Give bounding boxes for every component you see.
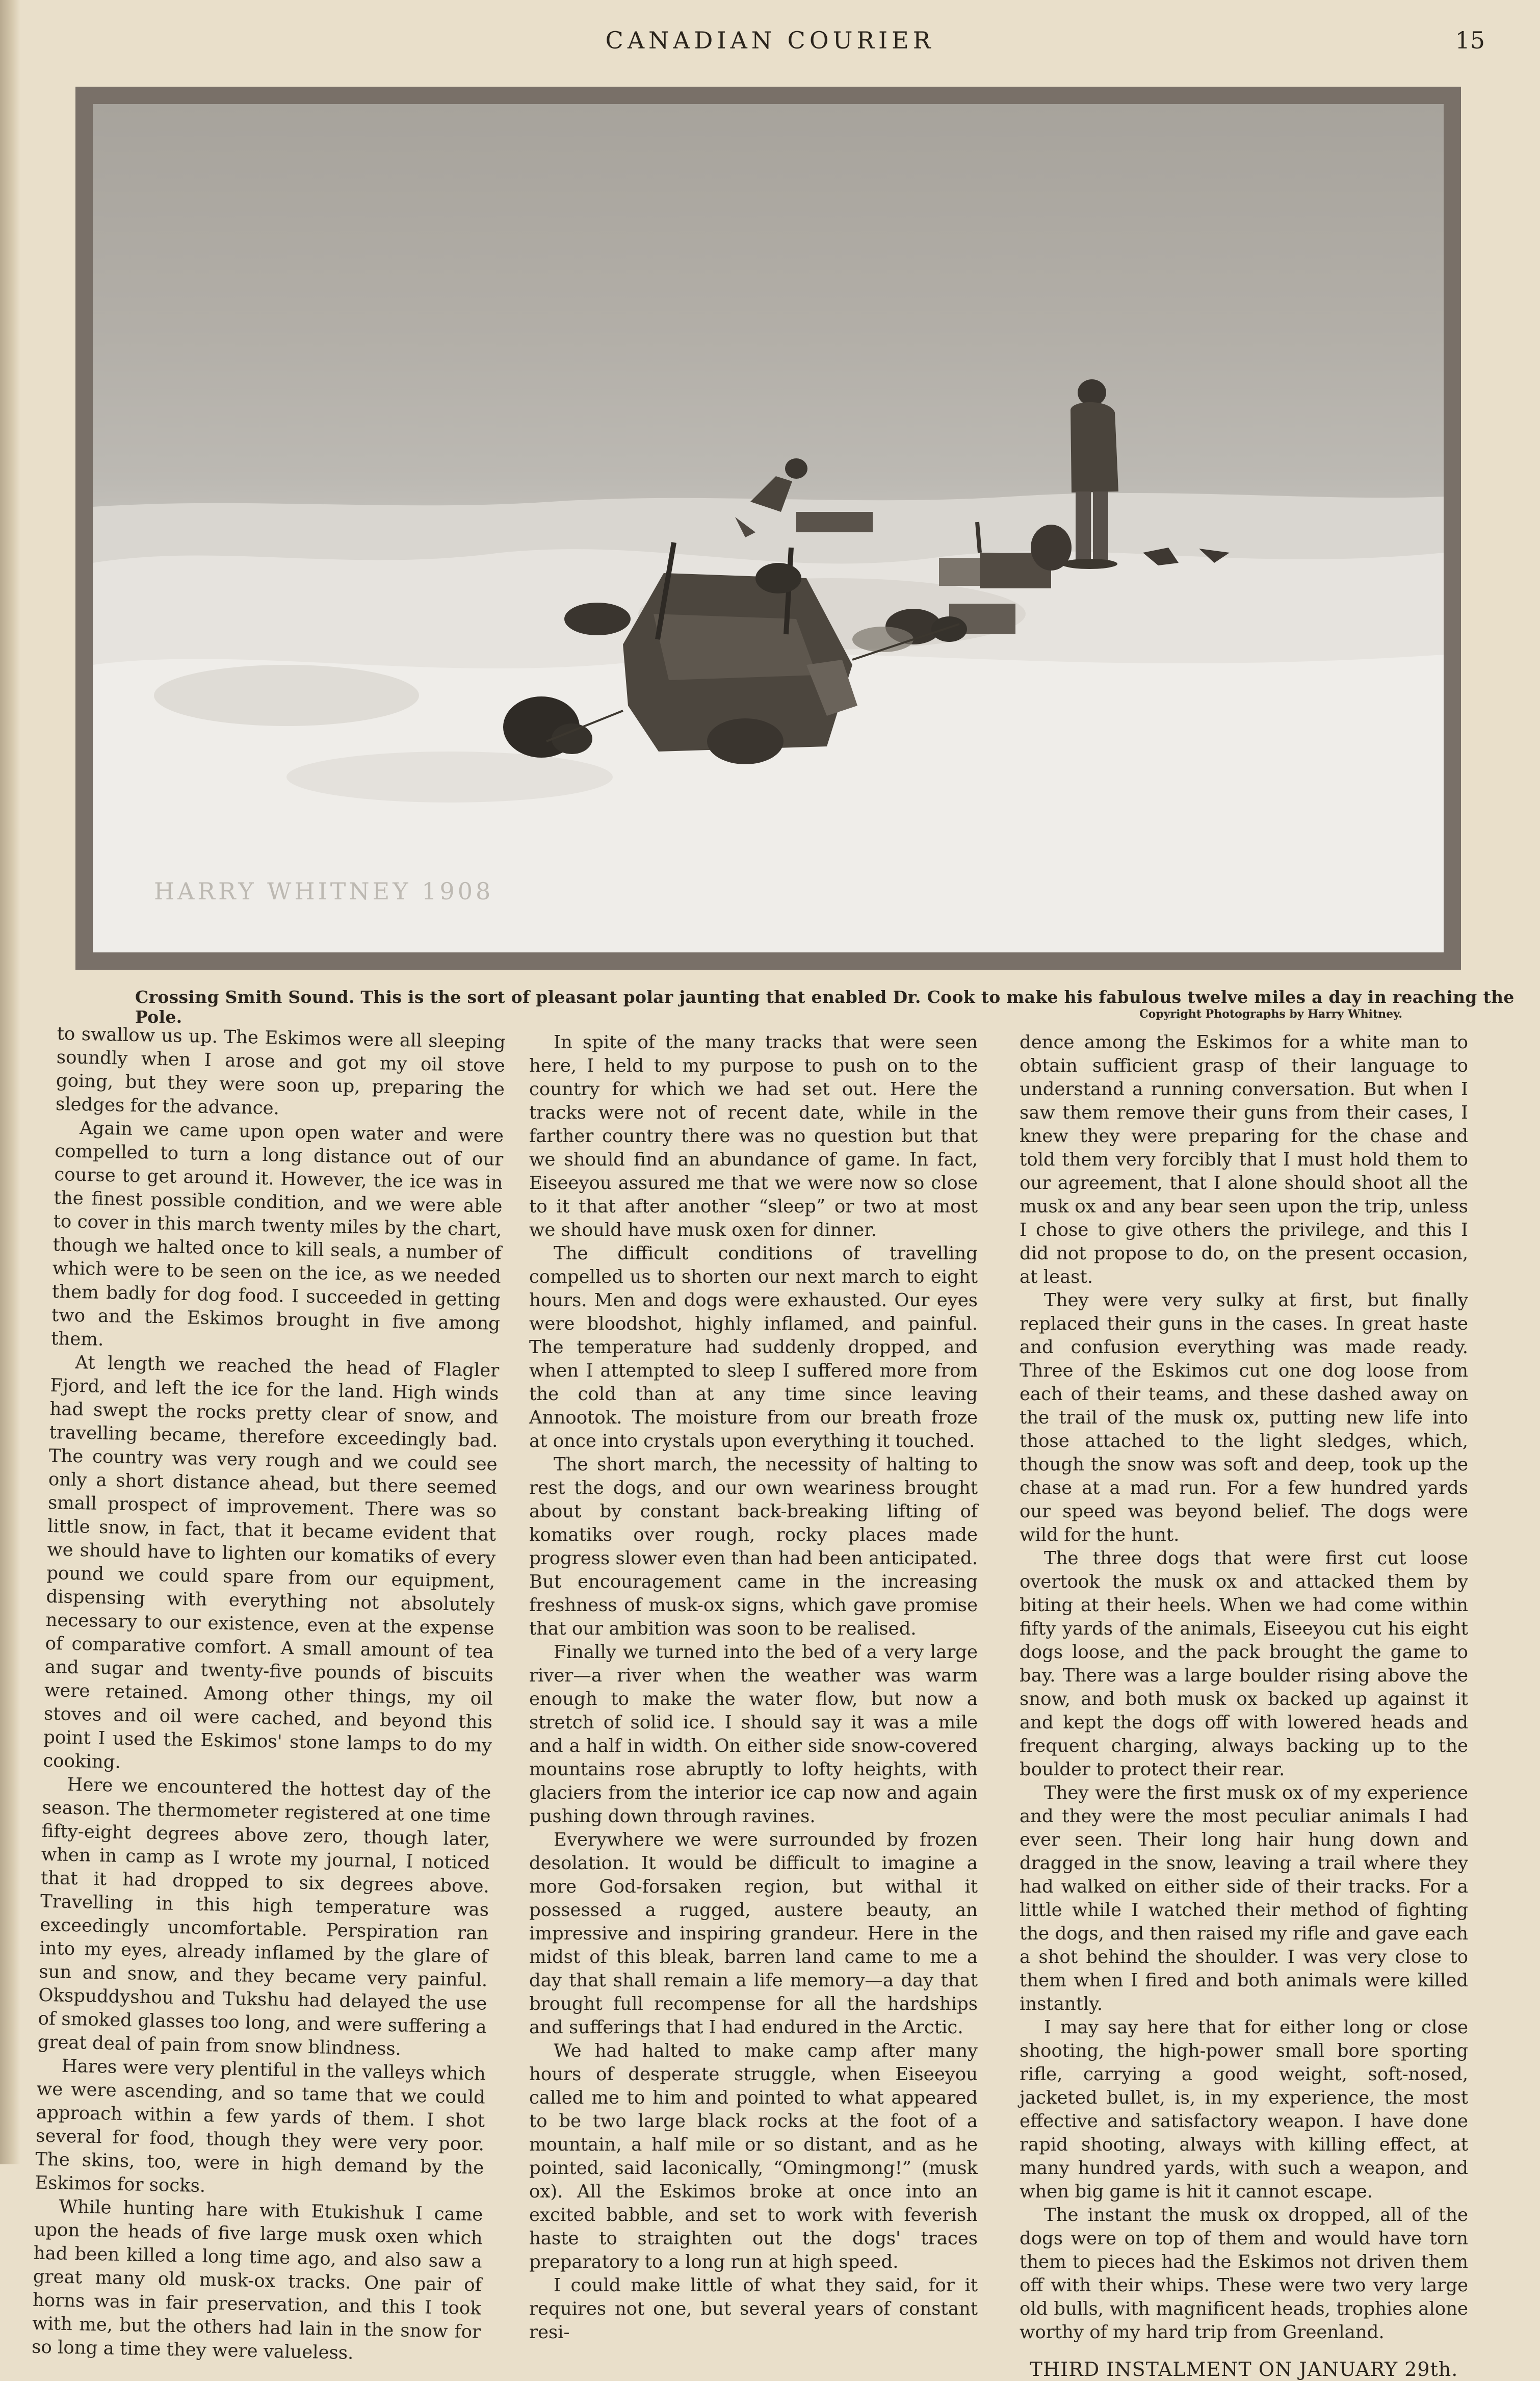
paragraph: The three dogs that were first cut loose overtook the musk ox and attacked them by biting at their heels. When we had come within fifty yards of the animals, Eiseeyou cut his eight dogs loose, and the pack brought the game to bay. There was a large boulder rising above the snow, and both musk ox backed up against it and kept the dogs off with lowered heads and frequent charging, always backing up to the boulder to protect their rear. [1020,1548,1468,1780]
photograph-frame [75,87,1461,970]
paragraph: Everywhere we were surrounded by frozen desolation. It would be difficult to imagine a more God-forsaken region, but withal it possessed a rugged, austere beauty, an impressive and inspiring grandeur. Here in the midst of this bleak, barren land came to me a day that shall remain a life memory—a day that brought full recompense for all the hardships and sufferings that I had endured in the Arctic. [529,1829,978,2038]
photograph-scene [93,104,1444,952]
publication-title: CANADIAN COURIER [605,27,935,54]
page-binding-edge [0,0,20,2164]
paragraph: Here we encountered the hottest day of the season. The thermometer registered at one time fifty-eight degrees above zero, though later, when in camp as I wrote my journal, I noticed that it had dropped to six degrees above. Travelling in this high temperature was exceedingly uncomfortable. Perspiration ran into my eyes, already inflamed by the glare of sun and snow, and they became very painful. Okspuddyshou and Tukshu had delayed the use of smoked glasses too long, and were suffering a great deal of pain from snow blindness. [37,1774,491,2060]
paragraph: Again we came upon open water and were compelled to turn a long distance out of our course to get around it. However, the ice was in the finest possible condition, and we were able to cover in this march twenty miles by the chart, though we halted once to kill seals, a number of which were to be seen on the ice, as we needed them badly for dog food. I succeeded in getting two and the Eskimos brought in five among them. [50,1117,504,1350]
paragraph: At length we reached the head of Flagler Fjord, and left the ice for the land. High winds had swept the rocks pretty clear of snow, and travelling became, therefore exceedingly bad. The country was very rough and we could see only a short distance ahead, but there seemed small prospect of improvement. There was so little snow, in fact, that it became evident that we should have to lighten our komatiks of every pound we could spare from our equipment, dispensing with everything not absolutely necessary to our existence, even at the expense of comparative comfort. A small amount of tea and sugar and twenty-five pounds of biscuits were retained. Among other things, my oil stoves and oil were cached, and beyond this point I used the Eskimos' stone lamps to do my cooking. [42,1352,500,1773]
photograph-watermark: HARRY WHITNEY 1908 [154,877,494,905]
paragraph: In spite of the many tracks that were seen here, I held to my purpose to push on to the country for which we had set out. Here the tracks were not of recent date, while in the farther country there was no question but that we should find an abundance of game. In fact, Eiseeyou assured me that we were now so close to it that after another “sleep” or two at most we should have musk oxen for dinner. [529,1032,978,1240]
paragraph: The difficult conditions of travelling compelled us to shorten our next march to eight hours. Men and dogs were exhausted. Our eyes were bloodshot, highly inflamed, and painful. The temperature had suddenly dropped, and when I attempted to sleep I suffered more from the cold than at any time since leaving Annootok. The moisture from our breath froze at once into crystals upon everything it touched. [529,1243,978,1452]
paragraph: The instant the musk ox dropped, all of the dogs were on top of them and would have torn them to pieces had the Eskimos not driven them off with their whips. These were two very large old bulls, with magnificent heads, trophies alone worthy of my hard trip from Greenland. [1020,2205,1468,2343]
article-column-3 [1020,1031,1468,2381]
photo-copyright: Copyright Photographs by Harry Whitney. [1139,1007,1402,1021]
paragraph: The short march, the necessity of halting to rest the dogs, and our own weariness brought about by constant back-breaking lifting of komatiks over rough, rocky places made progress slower even than had been anticipated. But encouragement came in the increasing freshness of musk-ox signs, which gave promise that our ambition was soon to be realised. [529,1454,978,1639]
page-number: 15 [1455,27,1485,54]
paragraph: They were very sulky at first, but finally replaced their guns in the cases. In great haste and confusion everything was made ready. Three of the Eskimos cut one dog loose from each of their teams, and these dashed away on the trail of the musk ox, putting new life into those attached to the light sledges, which, though the snow was soft and deep, took up the chase at a mad run. For a few hundred yards our speed was beyond belief. The dogs were wild for the hunt. [1020,1290,1468,1545]
article-column-1 [32,1022,506,2367]
paragraph: I may say here that for either long or close shooting, the high-power small bore sporting rifle, carrying a good weight, soft-nosed, jacketed bullet, is, in my experience, the most effective and satisfactory weapon. I have done rapid shooting, always with killing effect, at many hundred yards, with such a weapon, and when big game is hit it cannot escape. [1020,2017,1468,2202]
article-column-2 [529,1031,978,2344]
photo-caption: Crossing Smith Sound. This is the sort of pleasant polar jaunting that enabled Dr. Cook to make his fabulous twelve miles a day in reaching the Pole. [135,987,1515,1027]
photograph-sledge-crossing [93,104,1444,952]
paragraph: Finally we turned into the bed of a very large river—a river when the weather was warm enough to make the water flow, but now a stretch of solid ice. I should say it was a mile and a half in width. On either side snow-covered mountains rose abruptly to lofty heights, with glaciers from the interior ice cap now and again pushing down through ravines. [529,1642,978,1827]
paragraph: While hunting hare with Etukishuk I came upon the heads of five large musk oxen which had been killed a long time ago, and also saw a great many old musk-ox tracks. One pair of horns was in fair preservation, and this I took with me, but the others had lain in the snow for so long a time they were valueless. [31,2196,483,2364]
paragraph: They were the first musk ox of my experience and they were the most peculiar animals I had ever seen. Their long hair hung down and dragged in the snow, leaving a trail where they had walked on either side of their tracks. For a little while I watched their method of fighting the dogs, and then raised my rifle and gave each a shot behind the shoulder. I was very close to them when I fired and both animals were killed instantly. [1020,1782,1468,2014]
next-instalment-note: THIRD INSTALMENT ON JANUARY 29th. [1029,2358,1458,2380]
paragraph: I could make little of what they said, for it requires not one, but several years of constant resi- [529,2275,978,2343]
paragraph: dence among the Eskimos for a white man to obtain sufficient grasp of their language to understand a running conversation. But when I saw them remove their guns from their cases, I knew they were preparing for the chase and told them very forcibly that I must hold them to our agreement, that I alone should shoot all the musk ox and any bear seen upon the trip, unless I chose to give others the privilege, and this I did not propose to do, on the present occasion, at least. [1020,1032,1468,1287]
paragraph: to swallow us up. The Eskimos were all sleeping soundly when I arose and got my oil stove going, but they were soon up, preparing the sledges for the advance. [55,1023,506,1119]
snow-shadow [286,752,613,803]
paragraph: Hares were very plentiful in the valleys which we were ascending, and so tame that we could approach within a few yards of them. I shot several for food, though they were very poor. The skins, too, were in high demand by the Eskimos for socks. [35,2055,486,2197]
snow-shadow [154,665,419,726]
paragraph: We had halted to make camp after many hours of desperate struggle, when Eiseeyou called me to him and pointed to what appeared to be two large black rocks at the foot of a mountain, a half mile or so distant, and as he pointed, said laconically, “Omingmong!” (musk ox). All the Eskimos broke at once into an excited babble, and set to work with feverish haste to straighten out the dogs' traces preparatory to a long run at high speed. [529,2040,978,2272]
